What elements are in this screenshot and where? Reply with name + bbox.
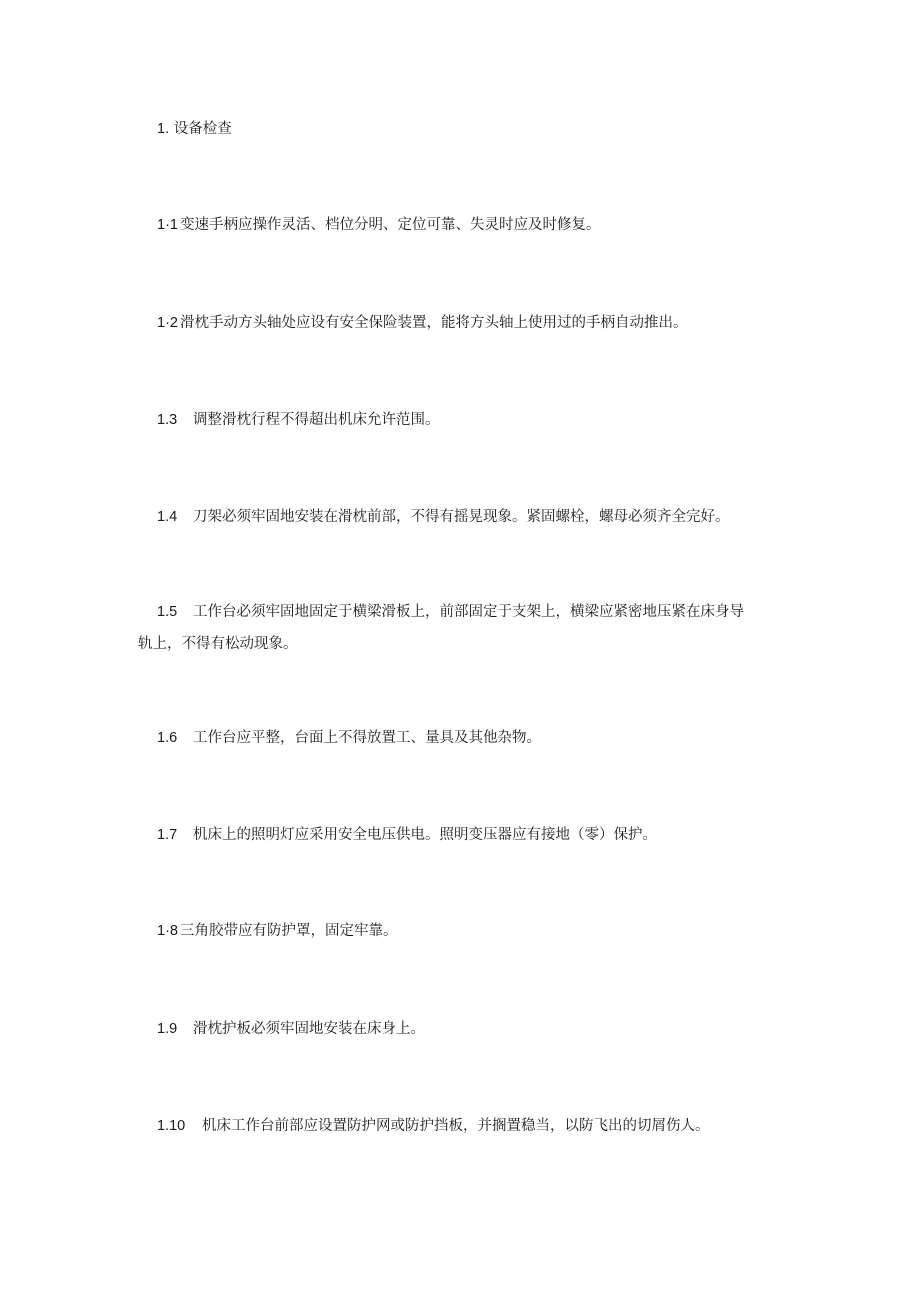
item-1-6 (138, 722, 807, 754)
item-1-1 (138, 209, 807, 241)
item-number: 1.7 (157, 827, 178, 843)
item-text: 滑枕手动方头轴处应设有安全保险装置，能将方头轴上使用过的手柄自动推出。 (179, 315, 688, 331)
section-heading (138, 113, 807, 145)
item-1-10 (138, 1110, 807, 1142)
item-number: 1·1 (157, 217, 178, 233)
item-text-line2: 轨上，不得有松动现象。 (138, 636, 298, 652)
item-text: 机床工作台前部应设置防护网或防护挡板，并搁置稳当，以防飞出的切屑伤人。 (202, 1118, 710, 1134)
item-text: 三角胶带应有防护罩，固定牢靠。 (179, 923, 398, 939)
item-number: 1.6 (157, 730, 178, 746)
item-1-7 (138, 819, 807, 851)
item-1-8 (138, 915, 807, 947)
item-text: 调整滑枕行程不得超出机床允许范围。 (193, 412, 440, 428)
item-number: 1.4 (157, 509, 178, 525)
item-number: 1.10 (157, 1118, 186, 1134)
item-1-3 (138, 404, 807, 436)
item-number: 1.3 (157, 412, 178, 428)
item-1-9 (138, 1013, 807, 1045)
item-number: 1.5 (157, 604, 178, 620)
item-1-5 (138, 596, 788, 660)
item-text: 滑枕护板必须牢固地安装在床身上。 (193, 1021, 425, 1037)
item-number: 1.9 (157, 1021, 178, 1037)
item-text: 工作台应平整，台面上不得放置工、量具及其他杂物。 (193, 730, 541, 746)
item-text: 刀架必须牢固地安装在滑枕前部，不得有摇晃现象。紧固螺栓，螺母必须齐全完好。 (193, 509, 730, 525)
item-text: 机床上的照明灯应采用安全电压供电。照明变压器应有接地（零）保护。 (193, 827, 657, 843)
item-1-4 (138, 501, 807, 533)
item-text: 变速手柄应操作灵活、档位分明、定位可靠、失灵时应及时修复。 (179, 217, 601, 233)
item-number: 1·8 (157, 923, 178, 939)
item-number: 1·2 (157, 315, 178, 331)
section-title: 设备检查 (169, 121, 232, 137)
item-1-2 (138, 307, 807, 339)
item-text-line1: 工作台必须牢固地固定于横梁滑板上，前部固定于支架上，横梁应紧密地压紧在床身导 (193, 604, 744, 620)
item-first-line (138, 596, 788, 628)
section-number: 1. (157, 121, 170, 137)
